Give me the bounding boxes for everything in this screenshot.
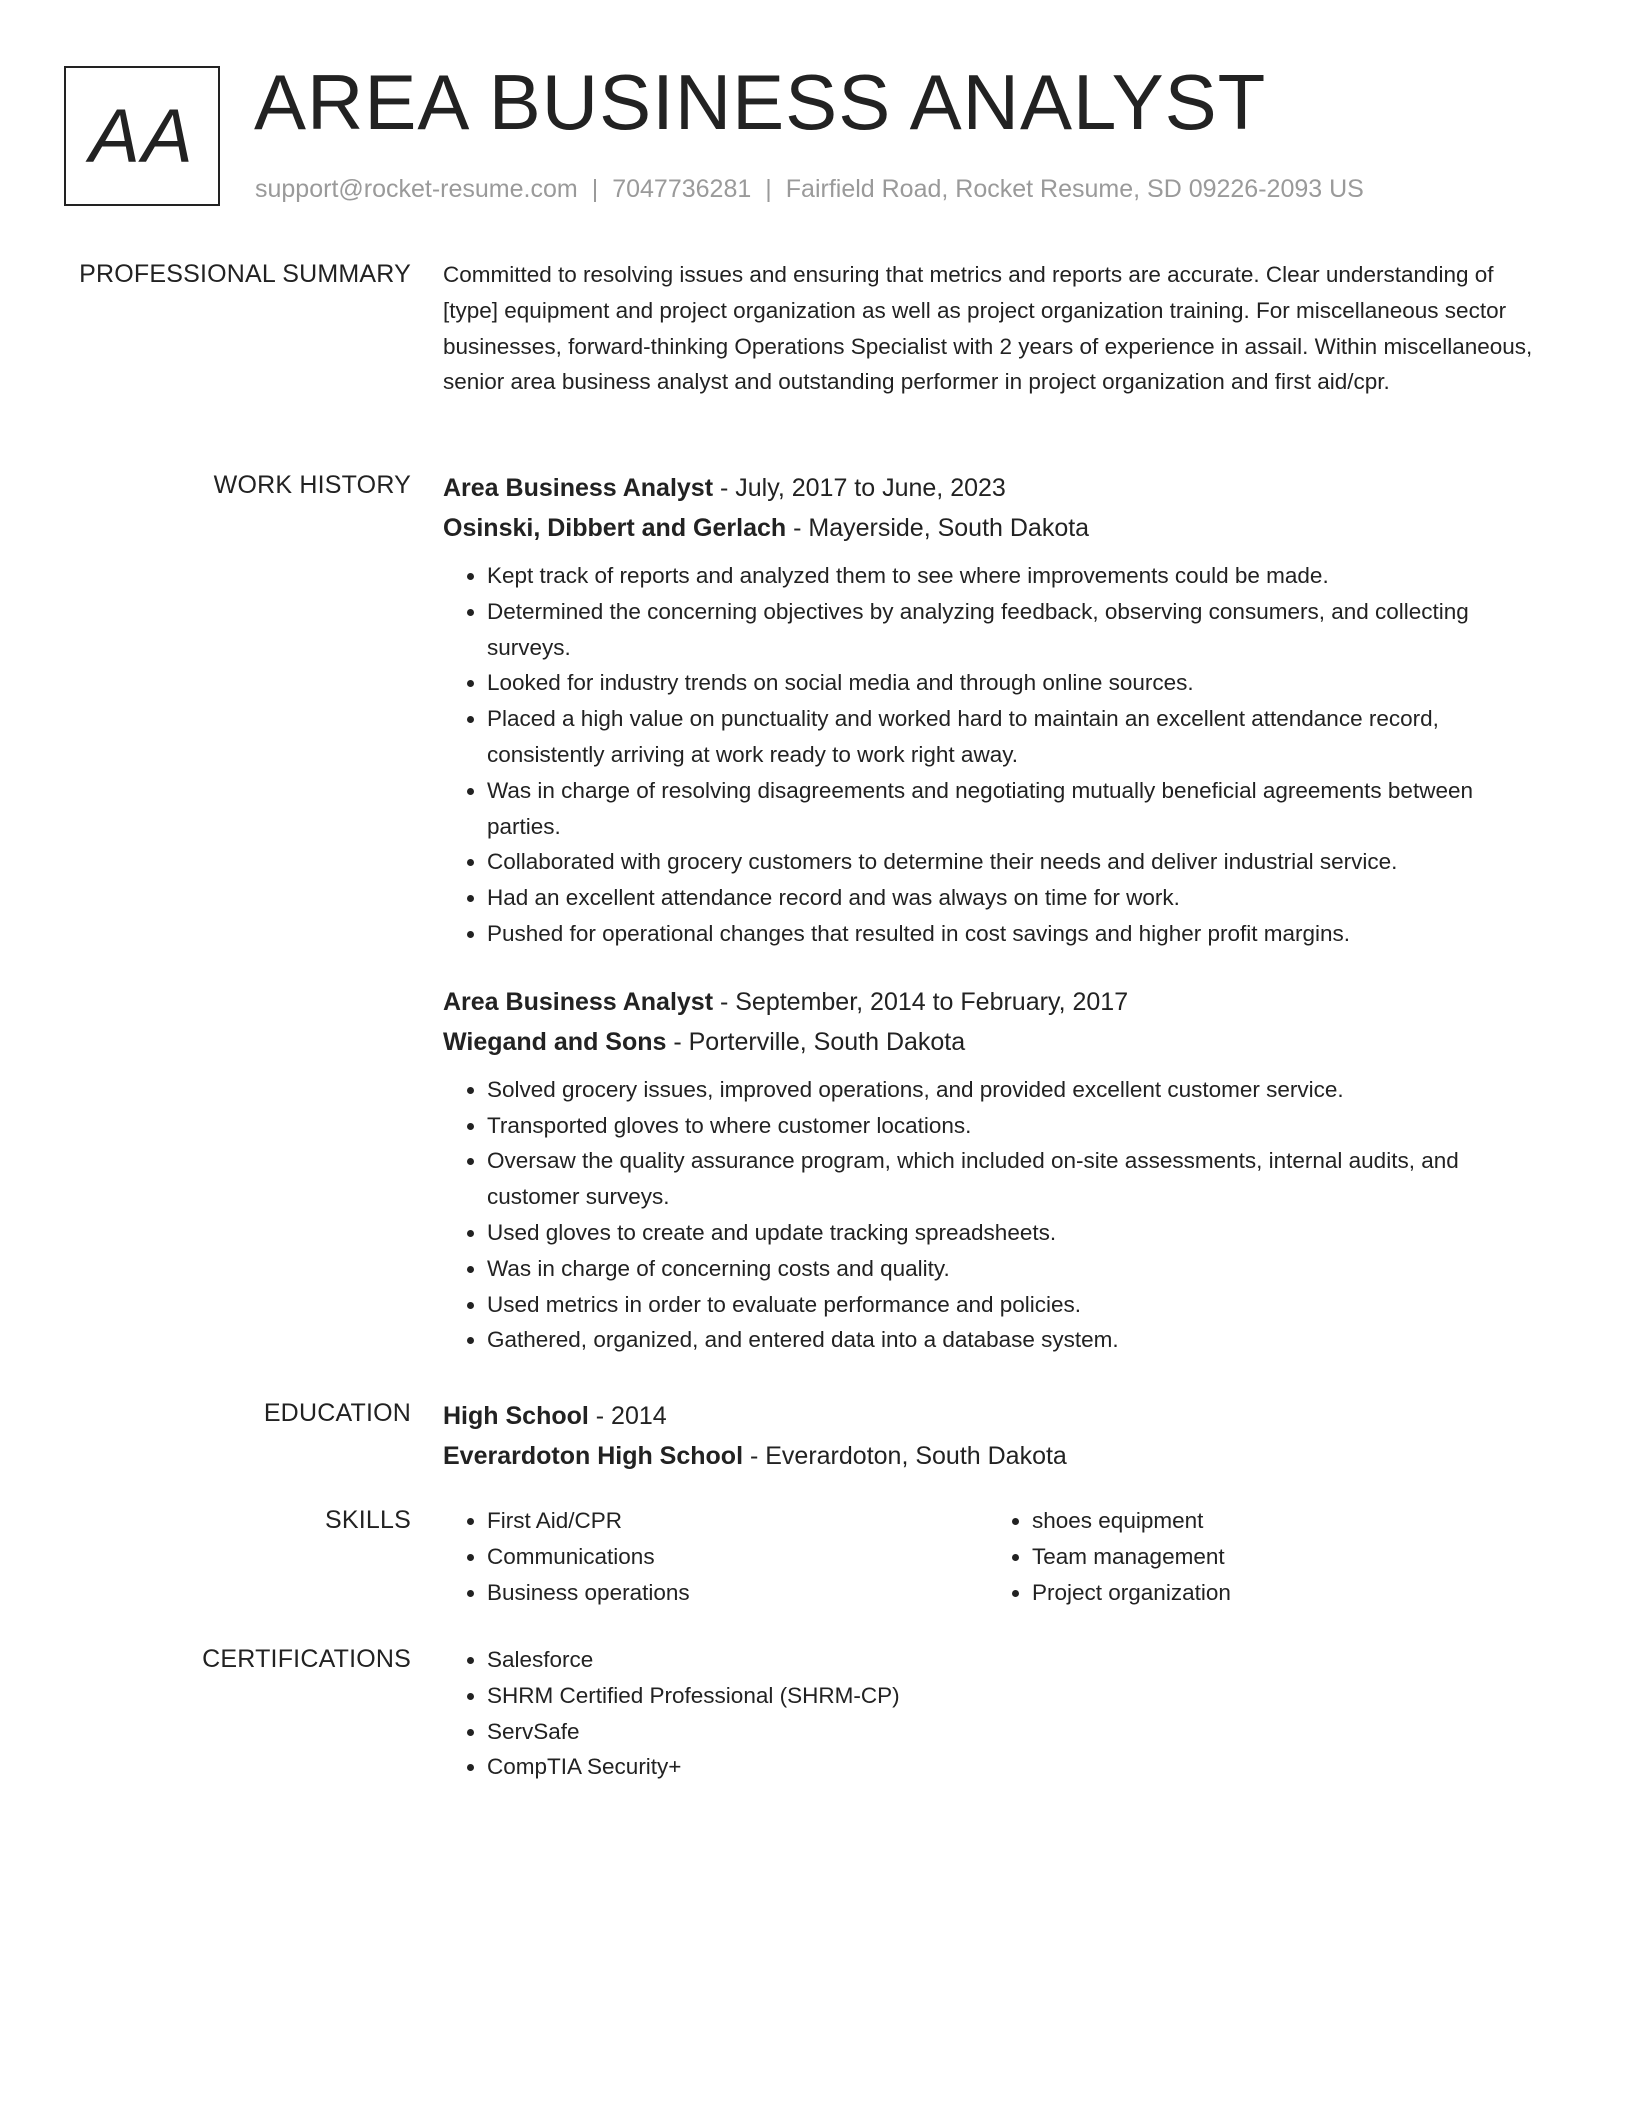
list-item: • Used gloves to create and update tracking spreadsheets. xyxy=(487,1215,1553,1251)
skill-item: • Project organization xyxy=(1032,1575,1533,1611)
job-location: - Porterville, South Dakota xyxy=(666,1027,966,1056)
list-item: • Had an excellent attendance record and was always on time for work. xyxy=(487,880,1553,916)
education-heading: EDUCATION xyxy=(263,1399,411,1427)
skills-list xyxy=(988,1503,1533,1610)
education-degree-line xyxy=(443,1396,1553,1436)
list-item: • Gathered, organized, and entered data into a database system. xyxy=(487,1322,1553,1358)
job-title-line xyxy=(443,468,1553,508)
job-title: Area Business Analyst xyxy=(443,987,714,1016)
skills-column-right xyxy=(988,1503,1533,1610)
list-item: • Determined the concerning objectives by analyzing feedback, observing consumers, and collecting surveys. xyxy=(487,594,1553,666)
list-item: • Looked for industry trends on social media and through online sources. xyxy=(487,665,1553,701)
education-body xyxy=(443,1396,1553,1476)
education-school: Everardoton High School xyxy=(443,1442,744,1470)
certifications-body xyxy=(443,1642,1553,1785)
work-history-body xyxy=(443,468,1553,1388)
list-item: • Pushed for operational changes that resulted in cost savings and higher profit margins. xyxy=(487,916,1553,952)
job-location: - Mayerside, South Dakota xyxy=(786,514,1090,542)
education-year: - 2014 xyxy=(588,1402,667,1430)
education-school-line xyxy=(443,1436,1553,1476)
job-company: Wiegand and Sons xyxy=(443,1027,667,1056)
skills-list xyxy=(443,1503,988,1610)
contact-address: Fairfield Road, Rocket Resume, SD 09226-2093 US xyxy=(785,175,1364,203)
summary-text: Committed to resolving issues and ensuring that metrics and reports are accurate. Clear understanding of [type] equipment and project organization as well as project organization training. For miscellaneous sector businesses, forward-thinking Operations Specialist with 2 years of experience in assail. Within miscellaneous, senior area business analyst and outstanding performer in project organization and first aid/cpr. xyxy=(443,262,1533,395)
list-item: • Placed a high value on punctuality and worked hard to maintain an excellent attendance record, consistently arriving at work ready to work right away. xyxy=(487,701,1553,773)
list-item: • Collaborated with grocery customers to determine their needs and deliver industrial service. xyxy=(487,844,1553,880)
job-company-line xyxy=(443,508,1553,548)
resume-title: AREA BUSINESS ANALYST xyxy=(254,58,1267,146)
job-company: Osinski, Dibbert and Gerlach xyxy=(443,514,787,542)
list-item: • Solved grocery issues, improved operations, and provided excellent customer service. xyxy=(487,1072,1553,1108)
job-entry xyxy=(443,982,1553,1358)
skill-item: • Communications xyxy=(487,1539,988,1575)
job-dates: - September, 2014 to February, 2017 xyxy=(713,987,1129,1016)
summary-body xyxy=(443,257,1553,400)
education-degree: High School xyxy=(443,1402,589,1430)
contact-line xyxy=(255,172,1364,206)
certification-item: • SHRM Certified Professional (SHRM-CP) xyxy=(487,1678,1553,1714)
contact-phone[interactable]: 7047736281 xyxy=(612,175,752,203)
certifications-list xyxy=(443,1642,1553,1785)
skills-column-left xyxy=(443,1503,988,1610)
list-item: • Transported gloves to where customer locations. xyxy=(487,1108,1553,1144)
list-item: • Was in charge of resolving disagreements and negotiating mutually beneficial agreements between parties. xyxy=(487,773,1553,845)
job-duties-list xyxy=(443,558,1553,952)
contact-separator: | xyxy=(765,175,772,203)
certification-item: • Salesforce xyxy=(487,1642,1553,1678)
list-item: • Oversaw the quality assurance program, which included on-site assessments, internal audits, and customer surveys. xyxy=(487,1143,1553,1215)
skill-item: • shoes equipment xyxy=(1032,1503,1533,1539)
job-title: Area Business Analyst xyxy=(443,474,714,502)
skill-item: • Team management xyxy=(1032,1539,1533,1575)
monogram-logo: AA xyxy=(64,66,220,206)
contact-email[interactable]: support@rocket-resume.com xyxy=(255,175,578,203)
skills-body xyxy=(443,1503,1553,1610)
list-item: • Kept track of reports and analyzed them to see where improvements could be made. xyxy=(487,558,1553,594)
job-company-line xyxy=(443,1022,1553,1062)
job-dates: - July, 2017 to June, 2023 xyxy=(713,474,1006,502)
certification-item: • ServSafe xyxy=(487,1714,1553,1750)
skill-item: • Business operations xyxy=(487,1575,988,1611)
certifications-heading: CERTIFICATIONS xyxy=(202,1645,411,1673)
skill-item: • First Aid/CPR xyxy=(487,1503,988,1539)
list-item: • Used metrics in order to evaluate performance and policies. xyxy=(487,1287,1553,1323)
list-item: • Was in charge of concerning costs and quality. xyxy=(487,1251,1553,1287)
education-location: - Everardoton, South Dakota xyxy=(743,1442,1067,1470)
work-history-heading: WORK HISTORY xyxy=(213,471,411,499)
certification-item: • CompTIA Security+ xyxy=(487,1749,1553,1785)
job-duties-list xyxy=(443,1072,1553,1358)
job-title-line xyxy=(443,982,1553,1022)
skills-grid xyxy=(443,1503,1553,1610)
contact-separator: | xyxy=(591,175,599,203)
job-entry xyxy=(443,468,1553,952)
skills-heading: SKILLS xyxy=(325,1506,411,1534)
summary-heading: PROFESSIONAL SUMMARY xyxy=(79,260,411,288)
